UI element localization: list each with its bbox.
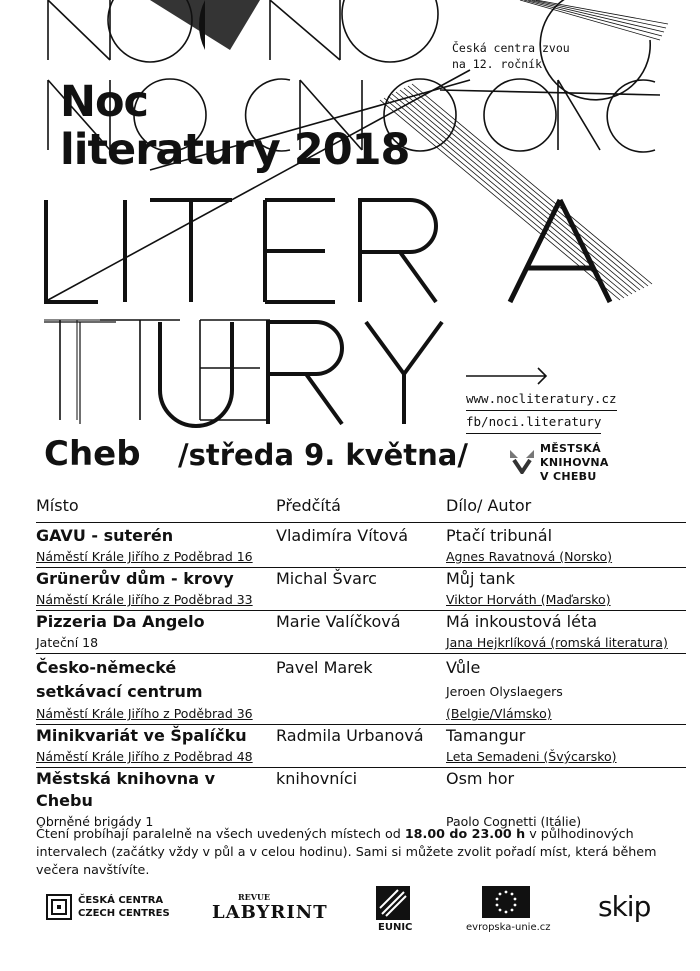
row-reader: Radmila Urbanová [276,726,424,745]
title-line-2: literatury 2018 [60,125,410,175]
row-author: Viktor Horváth (Maďarsko) [446,592,611,607]
row-author: (Belgie/Vlámsko) [446,706,552,721]
row-place-continued: setkávací centrum [36,682,203,701]
ceska-centra-line-1: ČESKÁ CENTRA [78,895,164,906]
row-address: Náměstí Krále Jiřího z Poděbrad 33 [36,592,253,607]
library-line-3: V CHEBU [540,470,597,483]
row-address: Náměstí Krále Jiřího z Poděbrad 16 [36,549,253,564]
row-reader: Pavel Marek [276,658,373,677]
row-author: Agnes Ravatnová (Norsko) [446,549,613,564]
row-place: Minikvariát ve Špalíčku [36,726,247,745]
library-logo-icon [508,444,536,474]
row-reader: Michal Švarc [276,569,377,588]
library-name [540,442,609,484]
title-line-1: Noc [60,77,149,127]
event-title [60,78,409,174]
row-place: Městská knihovna v Chebu [36,769,215,810]
revue-labyrint-logo [212,892,328,923]
invite-line-1: Česká centra zvou [452,41,570,55]
header-work: Dílo/ Autor [446,496,532,515]
note-mid: do [444,826,472,841]
note-part-2: v půlhodinových intervalech (začátky vždy v půl a v celou hodinu). Sami si můžete zvolit pořadí míst, která během večera navštívíte. [36,826,657,877]
revue-line-2: LABYRINT [212,902,328,923]
revue-line-1: REVUE [238,892,271,902]
row-reader: Vladimíra Vítová [276,526,409,545]
row-work: Můj tank [446,569,515,588]
row-place: Grünerův dům - krovy [36,569,234,588]
table-row [36,525,686,568]
web-links [466,388,617,434]
ceska-centra-logo-icon [46,894,72,920]
row-address: Náměstí Krále Jiřího z Poděbrad 36 [36,706,253,721]
row-place: Česko-německé [36,658,177,677]
partner-logos [0,880,700,940]
note-part-1: Čtení probíhají paralelně na všech uvedených místech od [36,826,405,841]
table-row [36,725,686,768]
eunic-logo-icon [376,886,410,920]
facebook-link[interactable]: fb/noci.literatury [466,411,601,434]
invite-line-2: na 12. ročník [452,57,543,71]
program-table [36,496,686,832]
website-link[interactable]: www.nocliteratury.cz [466,388,617,411]
table-row [36,611,686,654]
row-work: Osm hor [446,769,515,788]
table-row [36,568,686,611]
row-author: Paolo Cognetti (Itálie) [446,814,582,829]
row-reader: Marie Valíčková [276,612,401,631]
skip-logo: skip [598,890,651,923]
row-author: Jana Hejkrlíková (romská literatura) [446,635,668,650]
row-place: Pizzeria Da Angelo [36,612,205,631]
row-address: Náměstí Krále Jiřího z Poděbrad 48 [36,749,253,764]
row-address: Jateční 18 [36,635,99,650]
city-name: Cheb [44,434,141,474]
note-time-from: 18.00 [404,826,445,841]
header-place: Místo [36,496,79,515]
row-author-line-1: Jeroen Olyslaegers [446,684,563,699]
eu-website: evropska-unie.cz [466,922,551,933]
library-line-2: KNIHOVNA [540,456,609,469]
eu-flag-icon [482,886,530,918]
row-author: Leta Semadeni (Švýcarsko) [446,749,617,764]
row-reader: knihovníci [276,769,358,788]
row-work: Tamangur [446,726,526,745]
row-work: Vůle [446,658,481,677]
ceska-centra-line-2: CZECH CENTRES [78,908,170,919]
row-work: Má inkoustová léta [446,612,598,631]
row-place: GAVU - suterén [36,526,174,545]
table-row [36,656,686,725]
library-line-1: MĚSTSKÁ [540,442,601,455]
note-time-to: 23.00 h [471,826,526,841]
event-date: /středa 9. května/ [178,438,468,472]
schedule-note [36,825,686,879]
eunic-label: EUNIC [378,922,413,933]
ceska-centra-logo [78,894,170,920]
header-reader: Předčítá [276,496,341,515]
row-work: Ptačí tribunál [446,526,553,545]
table-header [36,496,686,523]
table-row [36,768,686,832]
invitation-text [452,40,570,72]
row-address: Obrněné brigády 1 [36,814,154,829]
